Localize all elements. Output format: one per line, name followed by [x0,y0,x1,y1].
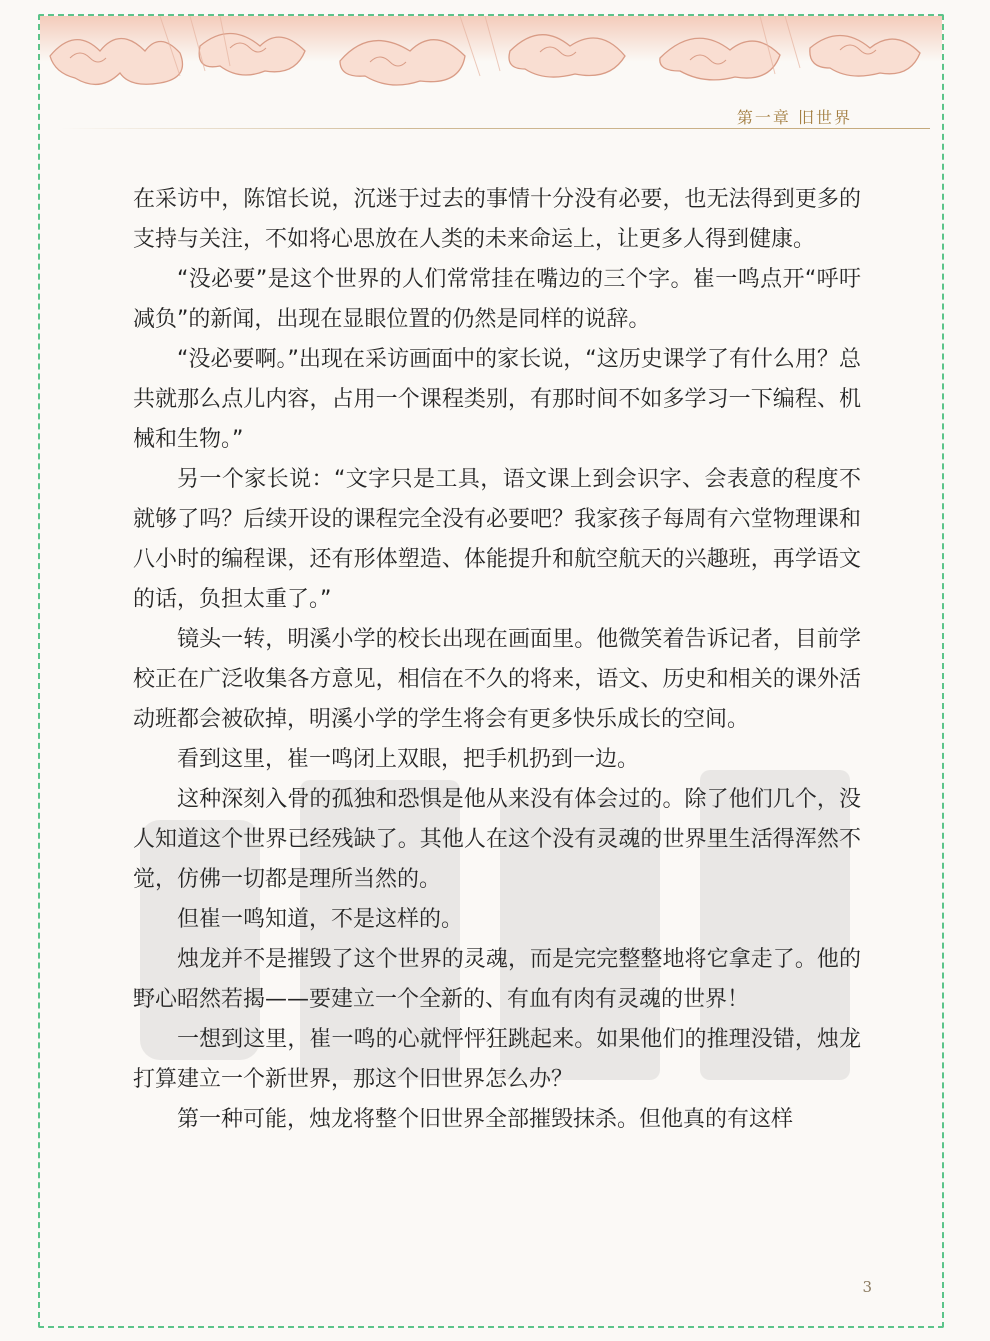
paragraph: 第一种可能，烛龙将整个旧世界全部摧毁抹杀。但他真的有这样 [177,1107,794,1132]
paragraph: 另一个家长说：“文字只是工具，语文课上到会识字、会表意的程度不就够了吗？后续开设的课程完全没有必要吧？我家孩子每周有六堂物理课和八小时的编程课，还有形体塑造、体能提升和航空航天的兴趣班，再学语文的话，负担太重了。” [133,467,861,612]
cloud-ornament-header [40,16,942,116]
paragraph: “没必要”是这个世界的人们常常挂在嘴边的三个字。崔一鸣点开“呼吁减负”的新闻，出现在显眼位置的仍然是同样的说辞。 [133,267,861,332]
chapter-title: 第一章 旧世界 [736,108,852,127]
paragraph: “没必要啊。”出现在采访画面中的家长说，“这历史课学了有什么用？总共就那么点儿内容，占用一个课程类别，有那时间不如多学习一下编程、机械和生物。” [133,347,861,452]
paragraph: 看到这里，崔一鸣闭上双眼，把手机扔到一边。 [177,747,640,772]
paragraph: 但崔一鸣知道，不是这样的。 [177,907,464,932]
paragraph: 在采访中，陈馆长说，沉迷于过去的事情十分没有必要，也无法得到更多的支持与关注，不如将心思放在人类的未来命运上，让更多人得到健康。 [133,187,861,252]
paragraph: 烛龙并不是摧毁了这个世界的灵魂，而是完完整整地将它拿走了。他的野心昭然若揭——要建立一个全新的、有血有肉有灵魂的世界！ [133,947,861,1012]
body-text [133,180,861,1140]
paragraph: 一想到这里，崔一鸣的心就怦怦狂跳起来。如果他们的推理没错，烛龙打算建立一个新世界，那这个旧世界怎么办？ [133,1027,861,1092]
paragraph: 镜头一转，明溪小学的校长出现在画面里。他微笑着告诉记者，目前学校正在广泛收集各方意见，相信在不久的将来，语文、历史和相关的课外活动班都会被砍掉，明溪小学的学生将会有更多快乐成长的空间。 [133,627,861,732]
page-number: 3 [862,1278,872,1296]
chapter-rule [60,128,930,129]
paragraph: 这种深刻入骨的孤独和恐惧是他从来没有体会过的。除了他们几个，没人知道这个世界已经残缺了。其他人在这个没有灵魂的世界里生活得浑然不觉，仿佛一切都是理所当然的。 [133,787,861,892]
